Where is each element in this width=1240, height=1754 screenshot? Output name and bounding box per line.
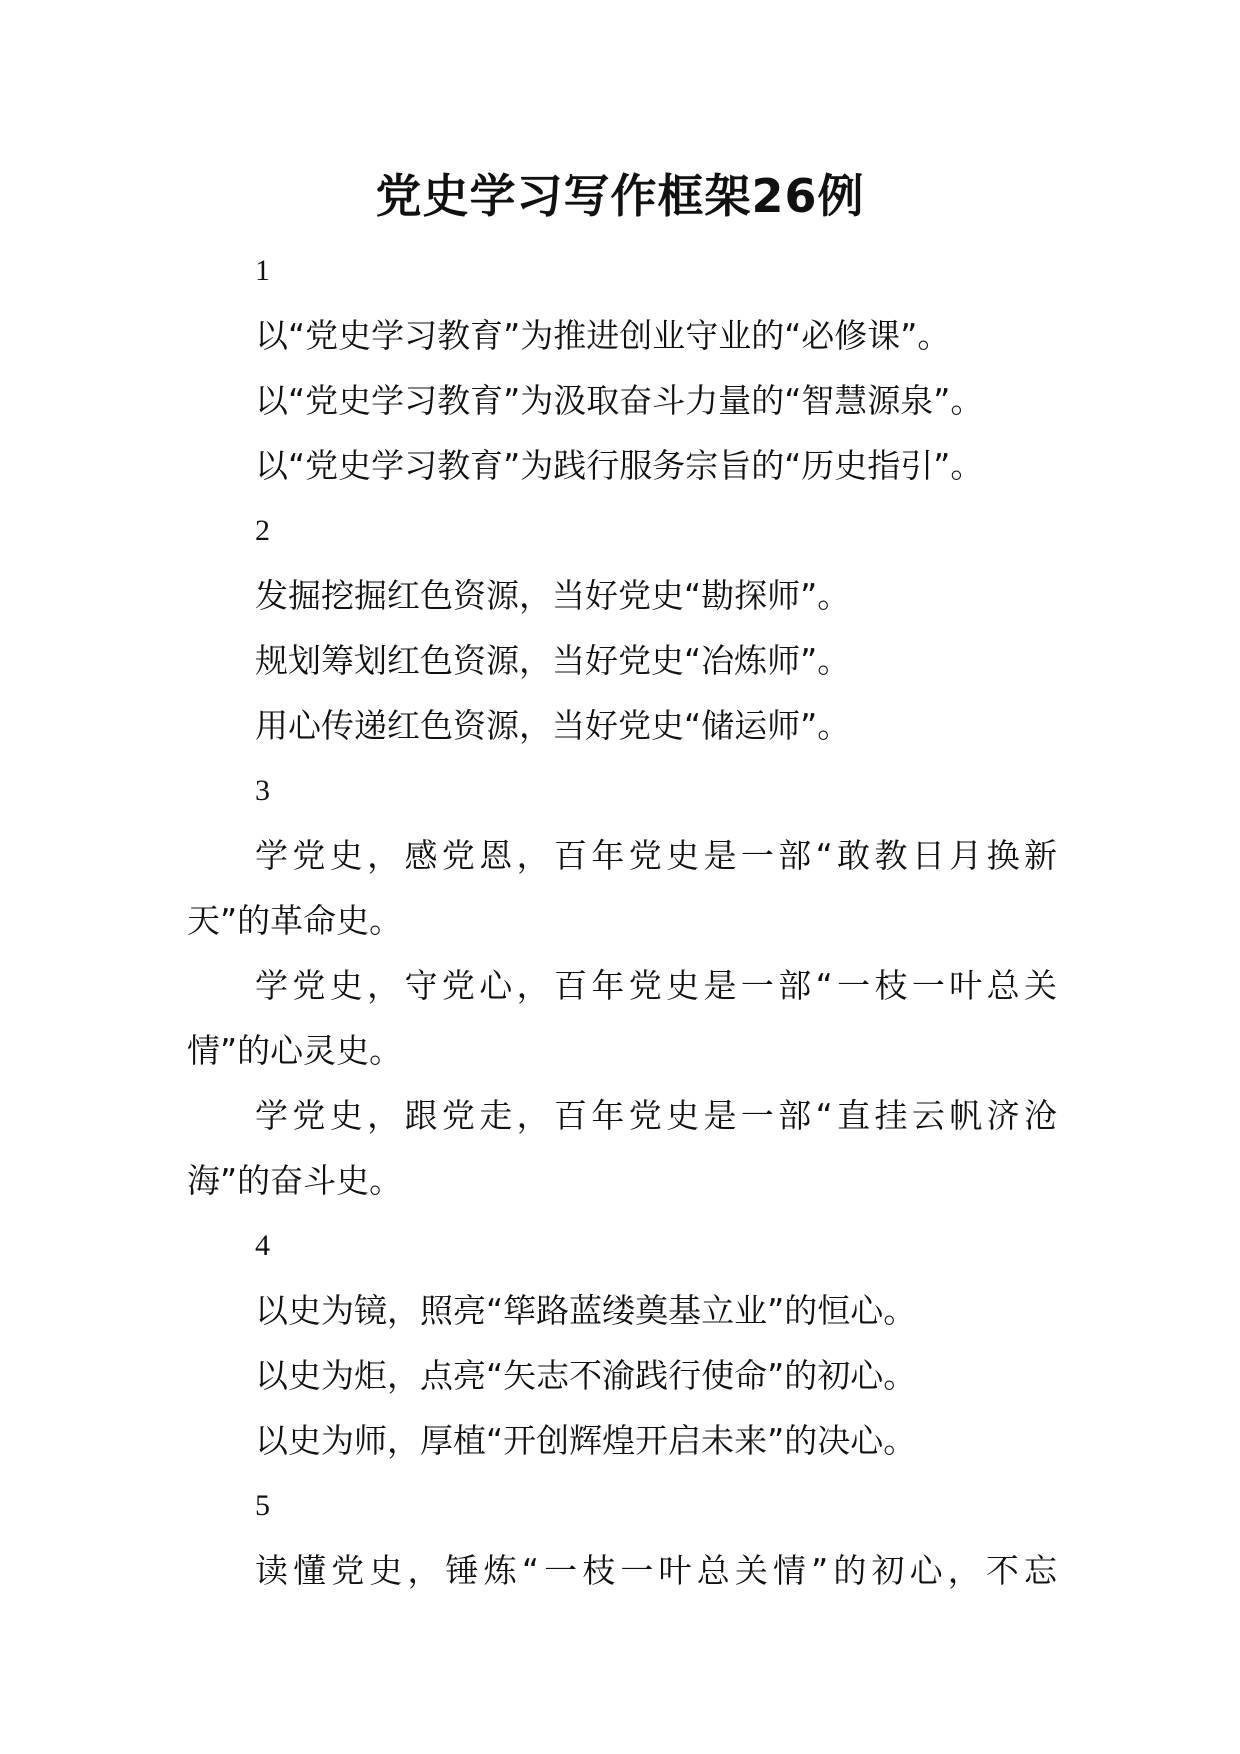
section-number: 4 (255, 1229, 270, 1262)
paragraph-line: 学党史，跟党走，百年党史是一部“直挂云帆济沧 (255, 1096, 1057, 1135)
paragraph-continuation: 情”的心灵史。 (187, 1031, 403, 1070)
section-number: 1 (255, 254, 270, 287)
paragraph-line: 学党史，守党心，百年党史是一部“一枝一叶总关 (255, 966, 1057, 1005)
paragraph: 用心传递红色资源，当好党史“储运师”。 (255, 706, 851, 745)
paragraph: 规划筹划红色资源，当好党史“冶炼师”。 (255, 641, 851, 680)
paragraph-continuation: 海”的奋斗史。 (187, 1161, 403, 1200)
section-number: 3 (255, 774, 270, 807)
paragraph-continuation: 天”的革命史。 (187, 901, 403, 940)
paragraph-line: 读懂党史，锤炼“一枝一叶总关情”的初心，不忘 (255, 1551, 1057, 1590)
paragraph: 发掘挖掘红色资源，当好党史“勘探师”。 (255, 576, 851, 615)
document-body (187, 238, 1057, 1603)
paragraph: 以“党史学习教育”为汲取奋斗力量的“智慧源泉”。 (255, 381, 984, 420)
paragraph: 以史为镜，照亮“筚路蓝缕奠基立业”的恒心。 (255, 1291, 917, 1330)
paragraph: 以史为炬，点亮“矢志不渝践行使命”的初心。 (255, 1356, 917, 1395)
section-number: 5 (255, 1489, 270, 1522)
paragraph: 以“党史学习教育”为践行服务宗旨的“历史指引”。 (255, 446, 984, 485)
paragraph-line: 学党史，感党恩，百年党史是一部“敢教日月换新 (255, 836, 1057, 875)
document-title: 党史学习写作框架26例 (375, 169, 865, 223)
paragraph: 以史为师，厚植“开创辉煌开启未来”的决心。 (255, 1421, 917, 1460)
paragraph: 以“党史学习教育”为推进创业守业的“必修课”。 (255, 316, 951, 355)
section-number: 2 (255, 514, 270, 547)
